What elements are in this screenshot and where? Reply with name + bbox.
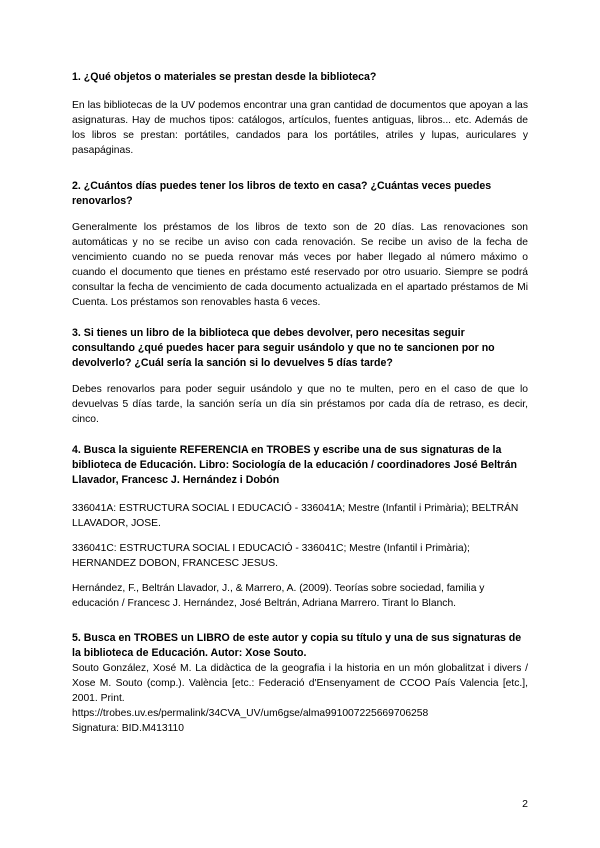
question-5-link[interactable]: https://trobes.uv.es/permalink/34CVA_UV/um6gse/alma991007225669706258 [72, 708, 429, 719]
section-q3 [72, 326, 528, 427]
question-5-title: 5. Busca en TROBES un LIBRO de este autor y copia su título y una de sus signaturas de la biblioteca de Educación. Autor: Xose Souto. [72, 632, 522, 659]
section-q5 [72, 631, 528, 736]
question-5-answer: Souto González, Xosé M. La didàctica de la geografia i la historia en un món globalitzat i divers / Xose M. Souto (comp.). València [etc.: Federació d'Ensenyament de CCOO País Valencia [etc.], 2001. Print. [72, 663, 528, 704]
question-4-title: 4. Busca la siguiente REFERENCIA en TROBES y escribe una de sus signaturas de la biblioteca de Educación. Libro: Sociología de la educación / coordinadores José Beltrán Llavador, Francesc J. Hernández i Dobón [72, 444, 518, 486]
question-2-title: 2. ¿Cuántos días puedes tener los libros de texto en casa? ¿Cuántas veces puedes renovarlos? [72, 180, 492, 207]
question-3-answer: Debes renovarlos para poder seguir usándolo y que no te multen, pero en el caso de que lo devuelvas 5 días tarde, la sanción sería un día sin préstamos por cada día de retraso, es decir, cinco. [72, 384, 528, 425]
question-4-answer-3: Hernández, F., Beltrán Llavador, J., & Marrero, A. (2009). Teorías sobre sociedad, familia y educación / Francesc J. Hernández, José Beltrán, Adriana Marrero. Tirant lo Blanch. [72, 583, 485, 609]
section-q4 [72, 443, 528, 611]
section-q2 [72, 179, 528, 310]
question-5-signature: Signatura: BID.M413110 [72, 723, 184, 734]
question-2-answer: Generalmente los préstamos de los libros de texto son de 20 días. Las renovaciones son automáticas y no se recibe un aviso con cada renovación. Se recibe un aviso de la fecha de vencimiento cuando no se pueda renovar más veces por haber llegado al número máximo o cuando el documento que tienes en préstamo esté reservado por otro usuario. Siempre se podrá consultar la fecha de vencimiento de cada documento actualizada en el apartado préstamos de Mi Cuenta. Los préstamos son renovables hasta 6 veces. [72, 222, 528, 308]
question-1-answer: En las bibliotecas de la UV podemos encontrar una gran cantidad de documentos que apoyan a las asignaturas. Hay de muchos tipos: catálogos, artículos, fuentes antiguas, libros... etc. Además de los libros se prestan: portátiles, candados para los portátiles, atriles y lupas, auriculares y pasapáginas. [72, 100, 528, 156]
question-4-answer-1: 336041A: ESTRUCTURA SOCIAL I EDUCACIÓ - 336041A; Mestre (Infantil i Primària); BELTRÁN LLAVADOR, JOSE. [72, 503, 519, 529]
question-4-answer-2: 336041C: ESTRUCTURA SOCIAL I EDUCACIÓ - 336041C; Mestre (Infantil i Primària); HERNANDEZ DOBON, FRANCESC JESUS. [72, 543, 470, 569]
page-number: 2 [522, 798, 528, 810]
question-1-title: 1. ¿Qué objetos o materiales se prestan desde la biblioteca? [72, 71, 377, 83]
section-q1 [72, 70, 528, 158]
question-3-title: 3. Si tienes un libro de la biblioteca que debes devolver, pero necesitas seguir consultando ¿qué puedes hacer para seguir usándolo y que no te sancionen por no devolverlo? ¿Cuál sería la sanción si lo devuelves 5 días tarde? [72, 327, 495, 369]
